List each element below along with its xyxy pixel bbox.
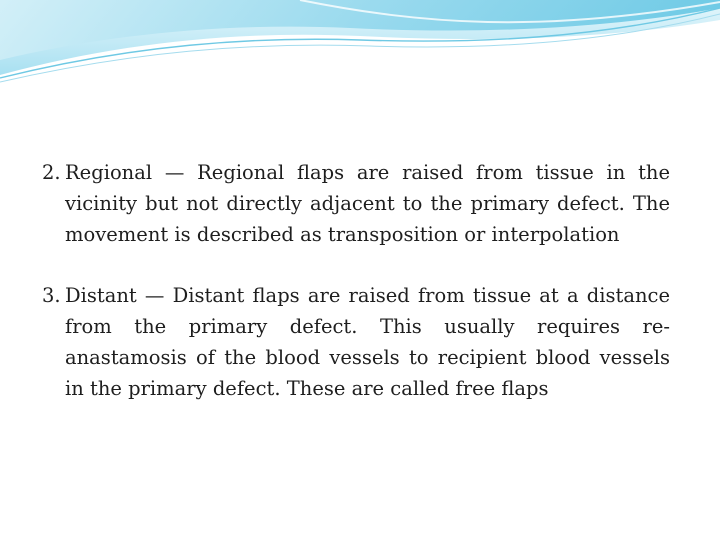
content-body: [42, 157, 670, 404]
list-item-regional: [42, 157, 670, 250]
header-wave-decoration: [0, 0, 720, 90]
list-item-text: Distant — Distant flaps are raised from tissue at a distance from the primary defect. This usually requires re-anastamosis of the blood vessels to recipient blood vessels in the primary defect. These are called free flaps: [65, 284, 670, 400]
list-item-distant: [42, 280, 670, 404]
list-item-number: 3.: [42, 284, 61, 307]
list-item-text: Regional — Regional flaps are raised from tissue in the vicinity but not directly adjacent to the primary defect. The movement is described as transposition or interpolation: [65, 161, 670, 246]
list-item-number: 2.: [42, 161, 61, 184]
